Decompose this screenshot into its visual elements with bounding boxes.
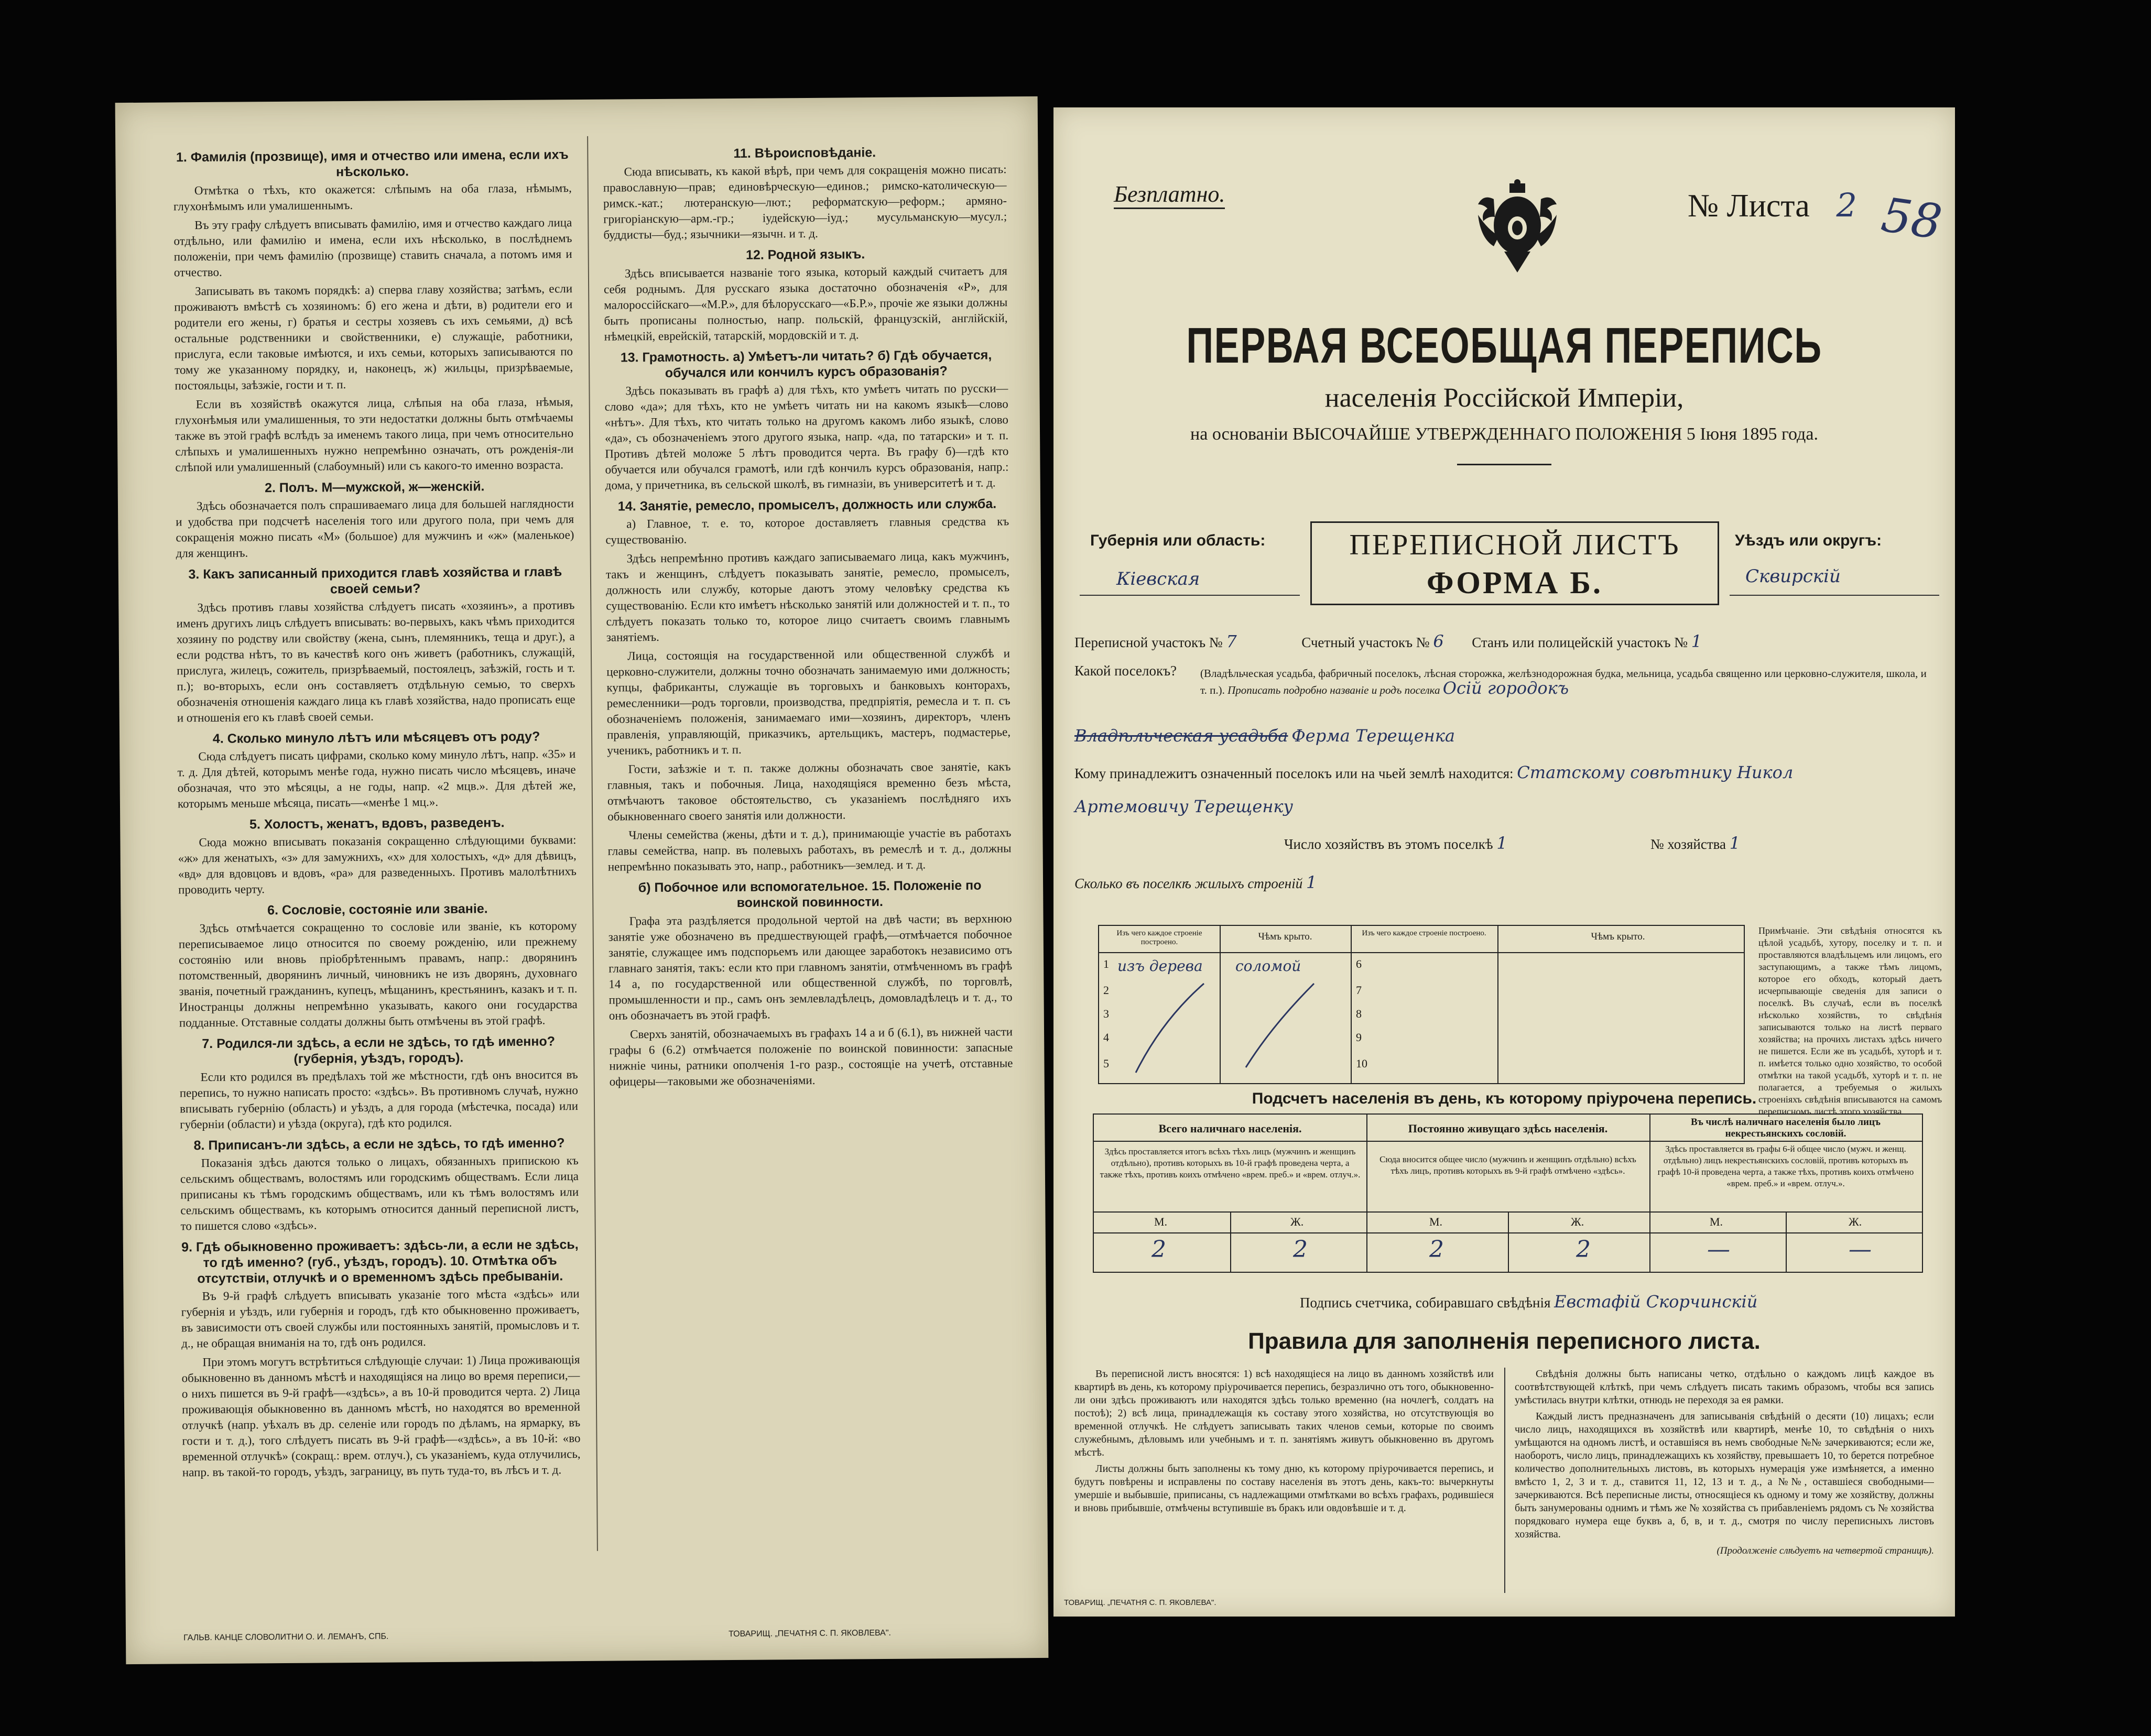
building-row-number: 6 (1356, 957, 1362, 970)
rules-paragraph: Свѣдѣнія должны быть написаны четко, отдѣльно о каждомъ лицѣ каждое въ соотвѣтствующей клѣткѣ, при чемъ слѣдуетъ писать такимъ образомъ, чтобы вся запись умѣстилась внутри клѣтки, отнюдь не переходя за ея рамки. (1515, 1368, 1934, 1406)
instruction-heading: 4. Сколько минуло лѣтъ или мѣсяцевъ отъ роду? (212, 729, 540, 746)
rules-title: Правила для заполненія переписного листа. (1248, 1328, 1761, 1354)
right-page-census-form (1053, 107, 1955, 1617)
province-underline (1080, 595, 1300, 596)
instruction-heading: 12. Родной языкъ. (745, 247, 865, 263)
rules-column-1 (1074, 1368, 1494, 1593)
rules-divider (1504, 1368, 1505, 1593)
resident-male-value: 2 (1429, 1236, 1444, 1263)
population-count-title: Подсчетъ населенія въ день, къ которому пріурочена перепись. (1252, 1090, 1757, 1107)
male-header: М. (1710, 1215, 1723, 1228)
non-peasant-male-value: — (1707, 1236, 1730, 1263)
document-title: ПЕРВАЯ ВСЕОБЩАЯ ПЕРЕПИСЬ (1186, 318, 1822, 374)
owner-value: Статскому совѣтнику Никол (1517, 762, 1794, 782)
households-value: 1 (1496, 833, 1507, 853)
sheet-number-label: № Листа (1688, 188, 1810, 224)
province-value: Кіевская (1116, 569, 1200, 589)
settlement-line (1074, 663, 1177, 679)
settlement-line-2 (1074, 726, 1455, 746)
instruction-paragraph: Отмѣтка о тѣхъ, кто окажется: слѣпымъ на оба глаза, нѣмымъ, глухонѣмымъ или умалишеннымъ. (173, 181, 572, 213)
instruction-paragraph: При этомъ могутъ встрѣтиться слѣдующіе случаи: 1) Лица проживающія обыкновенно въ данномъ мѣстѣ и находящіяся на лицо во время переписи,—о нихъ пишется въ 9-й графѣ—«здѣсь», а въ 10-й проводится черта. 2) Лица проживающія обыкновенно въ данномъ мѣстѣ, но находятся во временной отлучкѣ (напр. уѣхалъ въ др. селеніе или городъ по дѣламъ, на ярмарку, въ гости и т. д.), того слѣдуетъ писать въ 9-й графѣ—«здѣсь», а въ 10-й: «во временной отлучкѣ» (сокращ.: врем. отлуч.), съ указаніемъ, куда отлучились, напр. въ такой-то городъ, уѣздъ, заграницу, въ путь туда-то, въ лѣсъ и т. д. (181, 1353, 581, 1479)
households-label: Число хозяйствъ въ этомъ поселкѣ (1284, 836, 1493, 852)
instruction-heading: 9. Гдѣ обыкновенно проживаетъ: здѣсь-ли, а если не здѣсь, то гдѣ именно? (губ., уѣздъ, городъ). 10. Отмѣтка объ отсутствіи, отлучкѣ и о временномъ здѣсь пребываніи. (181, 1237, 579, 1286)
form-title-line-2: ФОРМА Б. (1426, 565, 1603, 600)
settlement-struck-value: Владѣльческая усадьба (1074, 726, 1288, 746)
building-row-number: 3 (1103, 1007, 1109, 1020)
instruction-paragraph: Здѣсь вписывается названіе того языка, который каждый считаетъ для себя роднымъ. Для русскаго языка достаточно обозначенія «Р», для малороссійскаго—«М.Р.», для бѣлорусскаго—«Б.Р.», прочіе же языки должны быть прописаны полностью, напр. польскій, французскій, англійскій, нѣмецкій, еврейскій, татарскій, мордовскій и т. д. (604, 264, 1008, 343)
count-head-non-peasant: Въ числѣ наличнаго населенія было лицъ некрестьянскихъ сословій. (1691, 1117, 1881, 1139)
buildings-head-material: Изъ чего каждое строеніе построено. (1116, 929, 1202, 946)
sections-line (1074, 631, 1702, 651)
instruction-paragraph: Здѣсь противъ главы хозяйства слѣдуетъ писать «хозяинъ», а противъ именъ другихъ лицъ слѣдуетъ вписывать: во-первыхъ, какъ чѣмъ приходится хозяину по родству или свойству (жена, сынъ, племянникъ, теща и друг.), а если родства нѣтъ, то въ качествѣ кого онъ живетъ (работникъ, служащій, прислуга, жилецъ, сожитель, призрѣваемый, постоялецъ, заѣзжій, гость и т. п.); во-вторыхъ, если онъ составляетъ отдѣльную семью, то сверхъ обозначенія отношенія каждаго лица къ главѣ хозяйства, надо прописать еще и отношенія его къ главѣ своей семьи. (176, 598, 575, 725)
instruction-heading: 3. Какъ записанный приходится главѣ хозяйства и главѣ своей семьи? (188, 564, 562, 597)
instruction-heading: 14. Занятіе, ремесло, промыселъ, должность или служба. (617, 496, 997, 514)
count-desc-resident: Сюда вносится общее число (мужчинъ и женщинъ отдѣльно) всѣхъ тѣхъ лицъ, противъ которыхъ въ 9-й графѣ отмѣчено «здѣсь». (1379, 1154, 1636, 1176)
printer-imprint-right: ТОВАРИЩ. „ПЕЧАТНЯ С. П. ЯКОВЛЕВА". (1064, 1598, 1216, 1607)
instruction-paragraph: Сюда можно вписывать показанія сокращенно слѣдующими буквами: «ж» для женатыхъ, «з» для замужнихъ, «х» для холостыхъ, «д» для дѣвицъ, «вд» для вдовцовъ и вдовъ, «ра» для разведенныхъ. Противъ малолѣтнихъ проводить черту. (178, 833, 577, 897)
double-headed-eagle-emblem-icon (1473, 178, 1562, 278)
population-count-table (1093, 1113, 1923, 1273)
count-desc-present: Здѣсь проставляется итогъ всѣхъ тѣхъ лицъ (мужчинъ и женщинъ отдѣльно), противъ которыхъ въ 10-й графѣ проведена черта, а также тѣхъ, противъ коихъ отмѣчено «врем. преб.» и «врем. отлуч.». (1100, 1147, 1361, 1180)
printer-imprint: ГАЛЬВ. КАНЦЕ СЛОВОЛИТНИ О. И. ЛЕМАНЪ, СПБ. (183, 1632, 389, 1643)
present-male-value: 2 (1151, 1236, 1166, 1263)
note-text: Примѣчаніе. Эти свѣдѣнія относятся къ цѣлой усадьбѣ, хутору, поселку и т. п. и проставляются владѣльцемъ или лицомъ, его заступающимъ, а также тѣмъ лицомъ, которое его обходъ, который даетъ исчерпывающіе сведенія для записи о поселкѣ. Въ случаѣ, если въ поселкѣ нѣсколько хозяйствъ, то свѣдѣнія записываются только на листѣ перваго хозяйства; на прочихъ листахъ здѣсь ничего не пишется. Если же въ усадьбѣ, хуторѣ и т. п. имѣется только одно хозяйство, то особой отмѣтки на такой усадьбѣ, хуторѣ и т. п. не полагается, а требуемыя о жилыхъ строеніяхъ свѣдѣнія вписываются на самомъ переписномъ листѣ этого хозяйства. (1758, 925, 1942, 1117)
present-female-value: 2 (1293, 1236, 1308, 1263)
settlement-note: (Владѣльческая усадьба, фабричный поселокъ, лѣсная сторожка, желѣзнодорожная будка, мельница, усадьба священно или церковно-служителя, школа, и т. п.). Прописать подробно названіе и родъ поселка Осій городокъ (1200, 667, 1927, 698)
building-1-roof: соломой (1235, 957, 1301, 975)
continued-note: (Продолженіе слѣдуетъ на четвертой страницѣ). (1717, 1545, 1934, 1556)
district-label: Уѣздъ или округъ: (1735, 532, 1882, 549)
building-1-material: изъ дерева (1117, 957, 1203, 975)
building-row-number: 2 (1103, 984, 1109, 997)
instruction-paragraph: Если въ хозяйствѣ окажутся лица, слѣпыя на оба глаза, нѣмыя, глухонѣмыя или умалишенныя, то эти недостатки должны быть отмѣчаемы также въ этой графѣ вслѣдъ за именемъ такого лица, при чемъ относительно слѣпыхъ и умалишенныхъ нужно непремѣнно означать, отъ рожденія-ли слѣпой или умалишенный (слабоумный) или съ какого-то именно возраста. (175, 395, 574, 474)
settlement-value: Осій городокъ (1442, 678, 1569, 698)
settlement-label: Какой поселокъ? (1074, 663, 1177, 679)
building-row-number: 9 (1356, 1031, 1362, 1044)
legal-basis-line: на основаніи ВЫСОЧАЙШЕ УТВЕРЖДЕННАГО ПОЛОЖЕНІЯ 5 Іюня 1895 года. (1190, 424, 1818, 444)
instruction-heading: 5. Холостъ, женатъ, вдовъ, разведенъ. (249, 815, 505, 832)
count-head-present: Всего наличнаго населенія. (1158, 1122, 1302, 1135)
instruction-paragraph: Здѣсь обозначается полъ спрашиваемаго лица для большей наглядности и удобства при подсчетѣ населенія того или другого пола, при чемъ для сокращенія можно писать «М» (большое) для мужчинъ и «ж» (маленькое) для женщинъ. (176, 497, 574, 560)
buildings-value: 1 (1306, 872, 1317, 892)
female-header: Ж. (1290, 1215, 1304, 1228)
male-header: М. (1429, 1215, 1443, 1228)
camp-value: 1 (1691, 631, 1702, 651)
title-divider (1457, 464, 1551, 465)
instruction-paragraph: Лица, состоящія на государственной или общественной службѣ и церковно-служители, должны точно обозначать занимаемую ими должность; купцы, фабриканты, служащіе въ торговыхъ и банковыхъ конторахъ, ремесленники—родъ торговли, производства, предпріятія, ремесла и т. п. съ обозначеніемъ положенія, занимаемаго ими—хозяинъ, директоръ, членъ правленія, управляющій, приказчикъ, артельщикъ, мастеръ, подмастерье, ученикъ, работникъ и т. п. (606, 647, 1011, 757)
left-page-instructions (115, 96, 1049, 1664)
camp-label: Станъ или полицейскій участокъ № (1472, 635, 1688, 650)
building-row-number: 1 (1103, 957, 1109, 970)
owner-value-2: Артемовичу Терещенку (1074, 796, 1294, 816)
instruction-heading: 6. Сословіе, состояніе или званіе. (267, 901, 488, 918)
instruction-paragraph: Графа эта раздѣляется продольной чертой на двѣ части; въ верхнюю занятіе уже обозначено въ предшествующей графѣ,—отмѣчается побочное занятіе, служащее имъ подспорьемъ или дающее заработокъ независимо отъ главнаго занятія, такъ: если кто при главномъ занятіи, отмѣченномъ въ графѣ 14 а, по государственной или общественной службѣ, по торговлѣ, промышленности и пр., самъ онъ землевладѣлецъ, домовладѣлецъ и т. д., то онъ обозначаетъ въ этой графѣ. (608, 912, 1013, 1022)
buildings-head-roof-2: Чѣмъ крыто. (1591, 931, 1645, 942)
buildings-head-material-2: Изъ чего каждое строеніе построено. (1362, 929, 1486, 937)
instruction-paragraph: Показанія здѣсь даются только о лицахъ, обязанныхъ припискою къ сельскимъ обществамъ, волостямъ или городскимъ обществамъ. Если лица приписаны къ тѣмъ городскимъ обществамъ, или къ тѣмъ волостямъ или сельскимъ обществамъ, къ которымъ относится данный переписной листъ, то пишется слово «здѣсь». (180, 1154, 579, 1233)
form-header (1064, 521, 1944, 605)
building-row-number: 8 (1356, 1007, 1362, 1020)
buildings-label: Сколько въ поселкѣ жилыхъ строеній (1074, 876, 1303, 891)
instruction-paragraph: а) Главное, т. е. то, которое доставляетъ главныя средства къ существованію. (605, 515, 1009, 547)
count-head-resident: Постоянно живущаго здѣсь населенія. (1408, 1122, 1608, 1135)
census-section-label: Переписной участокъ № (1074, 635, 1223, 650)
instruction-heading: 8. Приписанъ-ли здѣсь, а если не здѣсь, то гдѣ именно? (193, 1136, 565, 1153)
enumerator-signature-line (1300, 1292, 1757, 1312)
instruction-paragraph: Здѣсь показывать въ графѣ а) для тѣхъ, кто умѣетъ читать по русски—слово «да»; для тѣхъ, кто не умѣетъ читать ни на какомъ языкѣ—слово «нѣтъ». Для тѣхъ, кто читать только на другомъ какомъ либо языкѣ, слово «да», съ обозначеніемъ этого другого языка, напр. «да, по татарски» и т. п. Противъ дѣтей моложе 5 лѣтъ проводится черта. Въ графу б)—гдѣ кто обучается или обучался грамотѣ, или гдѣ кончилъ курсъ образованія, напр.: дома, у причетника, въ сельской школѣ, въ гимназіи, въ университетѣ и т. д. (604, 381, 1009, 492)
instruction-heading: б) Побочное или вспомогательное. 15. Положеніе по воинской повинности. (638, 878, 982, 910)
owner-line-2 (1074, 796, 1293, 816)
instruction-paragraph: Гости, заѣзжіе и т. п. также должны обозначать свое занятіе, какъ главныя, такъ и побочныя. Лица, находящіяся временно безъ мѣста, отмѣчаютъ таковое обстоятельство, съ указаніемъ послѣдняго ихъ обыкновеннаго своего занятія или должности. (607, 760, 1012, 823)
building-row-number: 7 (1356, 984, 1362, 997)
buildings-head-roof: Чѣмъ крыто. (1258, 931, 1312, 942)
instruction-paragraph: Здѣсь отмѣчается сокращенно то сословіе или званіе, къ которому переписываемое лицо относится по своему рожденію, или прежнему состоянію или вновь пріобрѣтеннымъ правамъ, напр.: дворянинъ потомственный, дворянинъ личный, чиновникъ не изъ дворянъ, духовнаго званія, почетный гражданинъ, купецъ, мѣщанинъ, крестьянинъ, казакъ и т. п. Иностранцы должны непремѣнно указывать, какого они государства подданные. Отставные солдаты должны быть отмѣчены въ этой графѣ. (178, 919, 578, 1030)
owner-label: Кому принадлежитъ означенный поселокъ или на чьей землѣ находится: (1074, 766, 1514, 781)
form-title-line-1: ПЕРЕПИСНОЙ ЛИСТЪ (1349, 529, 1680, 561)
strike-through-marks (1099, 926, 1351, 1083)
district-underline (1730, 595, 1939, 596)
signature-label: Подпись счетчика, собиравшаго свѣдѣнія (1300, 1295, 1551, 1311)
instruction-paragraph: Въ эту графу слѣдуетъ вписывать фамилію, имя и отчество каждаго лица отдѣльно, или фамилію и имена, если ихъ нѣсколько, в послѣднемъ положеніи, при чемъ фамилію (прозвище) ставить сначала, а потомъ имя и отчество. (173, 216, 572, 279)
district-value: Сквирскій (1745, 566, 1841, 587)
building-row-number: 5 (1103, 1057, 1109, 1070)
buildings-line (1074, 872, 1317, 892)
instruction-heading: 2. Полъ. М—мужской, ж—женскій. (264, 479, 485, 496)
left-column-1 (173, 141, 581, 1569)
instruction-paragraph: Сюда вписывать, къ какой вѣрѣ, при чемъ для сокращенія можно писать: православную—прав; единовѣрческую—единов.; римско-католическую—римск.-кат.; лютеранскую—лют.; реформатскую—реформ.; армяно-григоріанскую—арм.-гр.; іудейскую—іуд.; мусульманскую—мусул.; буддисты—буд.; язычники—язычн. и т. д. (603, 162, 1007, 242)
building-row-number: 10 (1356, 1057, 1367, 1070)
household-number-value: 1 (1729, 833, 1741, 853)
building-row-number: 4 (1103, 1031, 1109, 1044)
household-number-label: № хозяйства (1650, 836, 1726, 852)
archive-number: 58 (1878, 187, 1946, 250)
instruction-heading: 1. Фамилія (прозвище), имя и отчество или имена, если ихъ нѣсколько. (176, 147, 569, 180)
male-header: М. (1154, 1215, 1168, 1228)
female-header: Ж. (1849, 1215, 1862, 1228)
column-divider (587, 136, 598, 1551)
rules-paragraph: Каждый листъ предназначенъ для записыванія свѣдѣній о десяти (10) лицахъ; если число лицъ, находящихся въ хозяйствѣ или квартирѣ, менѣе 10, то свѣдѣнія о нихъ умѣщаются на одномъ листѣ, и оставшіяся въ немъ свободные №№ зачеркиваются; если же, наоборотъ, число лицъ, принадлежащихъ къ хозяйству, превышаетъ 10, то берется потребное количество дополнительныхъ листовъ, въ которыхъ нумерація уже измѣняется, а именно вмѣсто 1, 2, 3 и т. д., ставится 11, 12, 13 и т. д., а №№, оставшіеся свободными—зачеркиваются. Всѣ переписные листы, относящіеся къ одному и тому же хозяйству, должны быть занумерованы однимъ и тѣмъ же № хозяйства съ прибавленіемъ рядомъ съ № хозяйства порядковаго нумера еще буквъ а, б, в, и т. д., смотря по числу переписныхъ листовъ хозяйства. (1515, 1411, 1934, 1540)
province-label: Губернія или область: (1090, 532, 1266, 549)
instruction-paragraph: Въ 9-й графѣ слѣдуетъ вписывать указаніе того мѣста «здѣсь» или губернія и уѣздъ, или губернія и городъ, гдѣ кто обыкновенно проживаетъ, въ зависимости отъ своей службы или постоянныхъ занятій, промысловъ и т. д., не обращая вниманія на то, гдѣ онъ родился. (181, 1287, 580, 1350)
owner-line (1074, 762, 1793, 782)
rules-column-2 (1515, 1368, 1934, 1593)
free-label: Безплатно. (1114, 181, 1225, 209)
instruction-heading: 13. Грамотность. а) Умѣетъ-ли читать? б) Гдѣ обучается, обучался или кончилъ курсъ образованія? (620, 347, 992, 380)
instruction-heading: 11. Вѣроисповѣданіе. (733, 145, 876, 161)
instruction-paragraph: Сюда слѣдуетъ писать цифрами, сколько кому минуло лѣтъ, напр. «35» и т. д. Для дѣтей, которымъ менѣе года, нужно писать число мѣсяцевъ, иначе обозначая, что это мѣсяцы, а не годы, напр. «2 мцв.». Для дѣтей же, которымъ меньше мѣсяца, писать—«менѣе 1 мц.». (177, 747, 576, 811)
buildings-table (1098, 925, 1745, 1084)
census-section-value: 7 (1226, 631, 1237, 651)
instruction-paragraph: Сверхъ занятій, обозначаемыхъ въ графахъ 14 а и б (6.1), въ нижней части графы 6 (6.2) отмѣчается положеніе по воинской повинности: запасные нижніе чины, ратники ополченія 1-го разр., состоящіе на учетѣ, отставные офицеры—таковыми же обозначеніями. (609, 1025, 1013, 1088)
rules-paragraph: Въ переписной листъ вносятся: 1) всѣ находящіеся на лицо въ данномъ хозяйствѣ или квартирѣ въ день, къ которому пріурочивается перепись, безразлично отъ того, обыкновенно-ли они здѣсь проживаютъ или находятся здѣсь только временно (на ночлегѣ, солдатъ на постоѣ); 2) всѣ лица, принадлежащія къ составу этого хозяйства, но отсутствующія во временной отлучкѣ. Не слѣдуетъ записывать таких членов семьи, которые по своимъ служебнымъ, дѣловымъ или учебнымъ и т. п. занятіямъ живутъ обыкновенно въ другомъ мѣстѣ. (1074, 1368, 1494, 1458)
rules-paragraph: Листы должны быть заполнены къ тому дню, къ которому пріурочивается перепись, и будутъ повѣрены и исправлены по составу населенія въ этотъ день, какъ-то: вычеркнуты умершіе и выбывшіе, приписаны, съ надлежащими отмѣтками во всѣхъ графахъ, родившіеся и вновь прибывшіе, отмѣчены вступившіе въ бракъ или овдовѣвшіе и т. д. (1074, 1463, 1494, 1514)
resident-female-value: 2 (1576, 1236, 1591, 1263)
non-peasant-female-value: — (1849, 1236, 1872, 1263)
printer-imprint-2: ТОВАРИЩ. „ПЕЧАТНЯ С. П. ЯКОВЛЕВА". (728, 1628, 891, 1639)
settlement-value-2: Ферма Терещенка (1291, 726, 1455, 746)
instruction-paragraph: Члены семейства (жены, дѣти и т. д.), принимающіе участіе въ работахъ главы семейства, напр. въ полевыхъ работахъ, въ ремеслѣ и т. д., должны непремѣнно показывать это, напр., работникъ—землед. и т. д. (607, 826, 1012, 874)
left-column-2 (603, 138, 1016, 1566)
signature-value: Евстафій Скорчинскій (1554, 1292, 1758, 1312)
households-line (1284, 833, 1740, 853)
sheet-number-value: 2 (1836, 186, 1857, 224)
counting-section-label: Счетный участокъ № (1301, 635, 1430, 650)
document-subtitle: населенія Россійской Имперіи, (1324, 383, 1684, 413)
counting-section-value: 6 (1433, 631, 1444, 651)
count-desc-non-peasant: Здѣсь проставляется въ графы 6-й общее число (мужч. и женщ. отдѣльно) лицъ некрестьянскихъ сословій, противъ которыхъ въ графѣ 10-й проведена черта, а также тѣхъ, противъ коихъ отмѣчено «врем. преб.» и «врем. отлуч.». (1657, 1144, 1914, 1188)
instruction-paragraph: Записывать въ такомъ порядкѣ: а) сперва главу хозяйства; затѣмъ, если проживаютъ вмѣстѣ съ хозяиномъ: б) его жена и дѣти, в) родители его и родители его жены, г) братья и сестры хозяевъ съ ихъ семьями, д) всѣ остальные родственники и свойственники, е) служащіе, работники, прислуга, если таковые имѣются, и ихъ семьи, которыхъ записываются по тому же указанному порядку, и, наконецъ, ж) жильцы, призрѣваемые, постояльцы, заѣзжіе, гости и т. п. (174, 282, 573, 392)
female-header: Ж. (1571, 1215, 1584, 1228)
form-title-box (1310, 521, 1719, 605)
instruction-paragraph: Если кто родился въ предѣлахъ той же мѣстности, гдѣ онъ вносится въ перепись, то нужно написать просто: «здѣсь». Въ противномъ случаѣ, нужно вписывать губернію (область) и уѣздъ, а для города (мѣстечка, посада) или губерніи (области) и уѣзда (округа), гдѣ кто родился. (179, 1068, 579, 1131)
sheet-number (1688, 186, 1875, 225)
instruction-paragraph: Здѣсь непремѣнно противъ каждаго записываемаго лица, какъ мужчинъ, такъ и женщинъ, слѣдуетъ показывать занятіе, ремесло, промыселъ, должность или службу, которые даютъ этому человѣку средства къ существованію. Если кто имѣетъ нѣсколько занятій или должностей и т. п., то слѣдуетъ показать только то, которое лицо считаетъ своимъ главнымъ занятіемъ. (605, 549, 1010, 644)
note-block (1758, 925, 1942, 1118)
instruction-heading: 7. Родился-ли здѣсь, а если не здѣсь, то гдѣ именно? (губернія, уѣздъ, городъ). (202, 1034, 556, 1066)
